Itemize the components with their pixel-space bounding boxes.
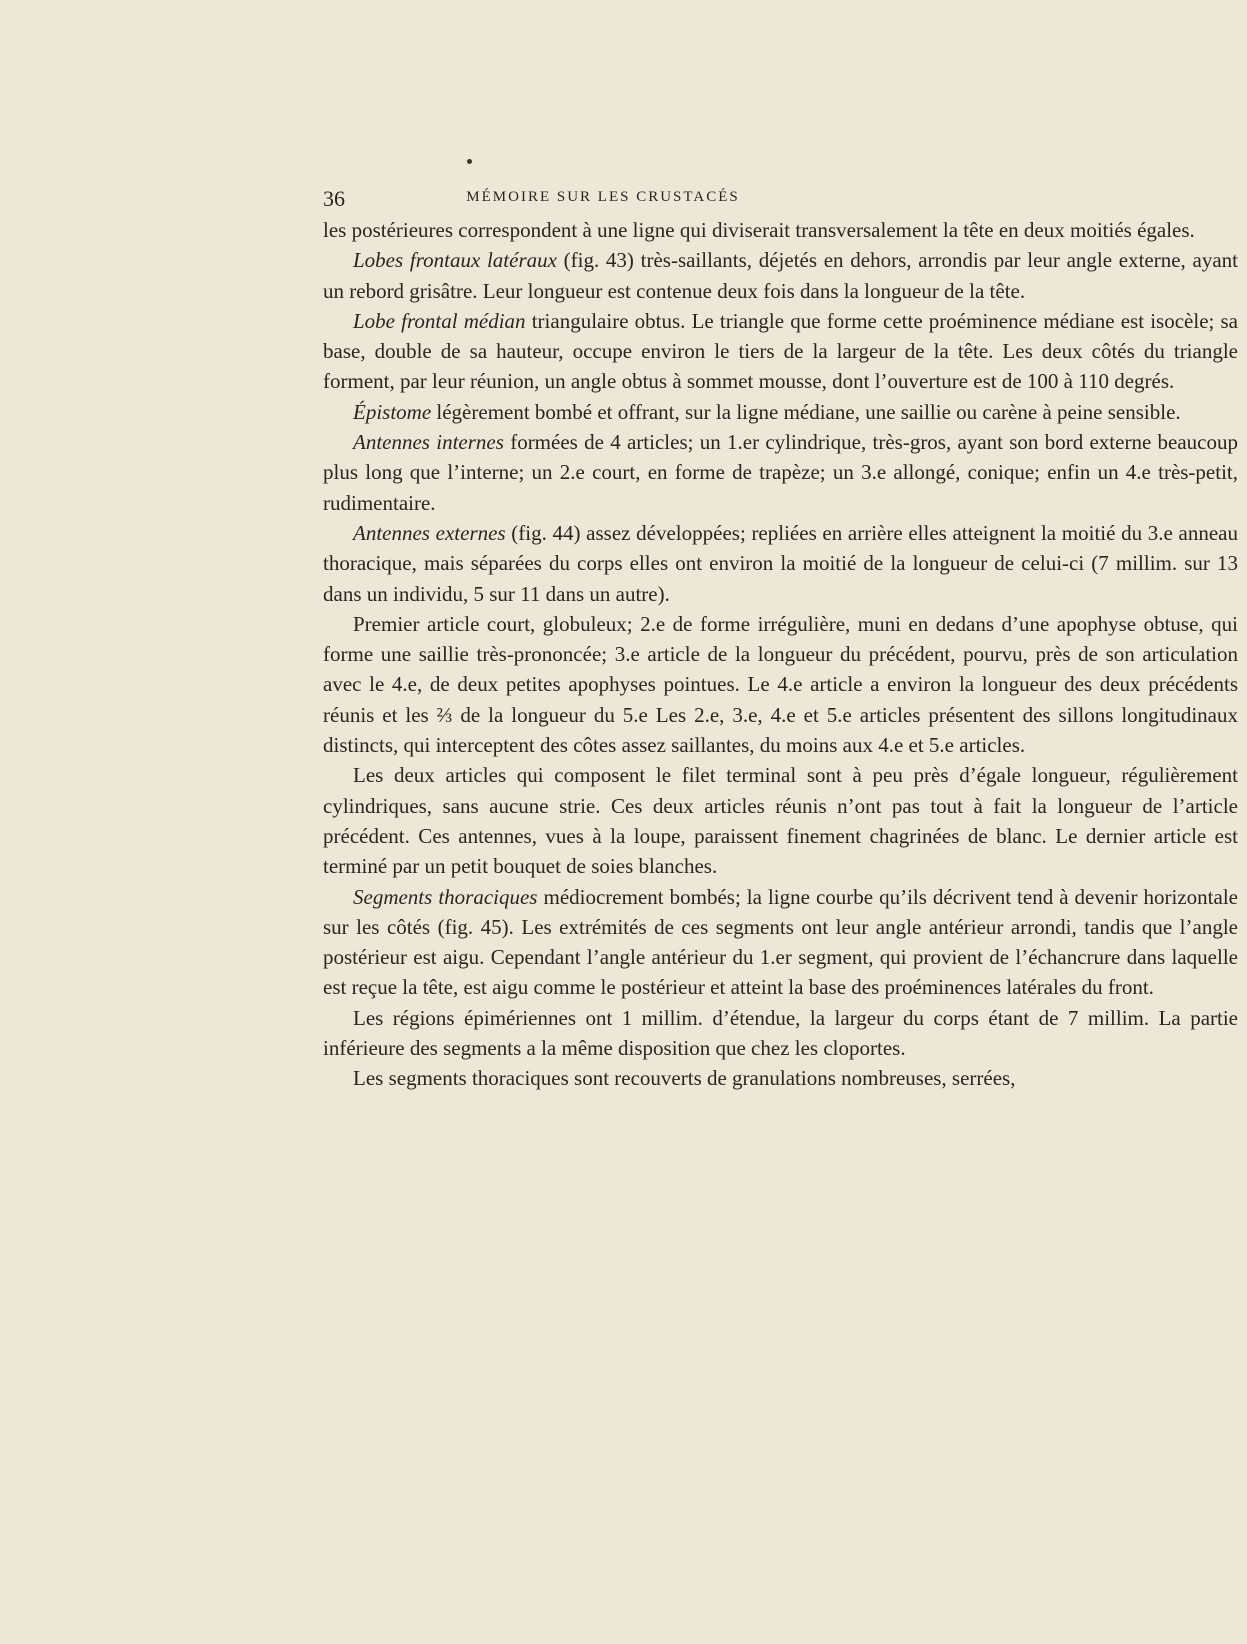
paragraph-text: formées de 4 articles; un 1.er cylindrique, très-gros, ayant son bord externe beaucoup plus long que l’interne; un 2.e court, en forme de trapèze; un 3.e allongé, conique; enfin un 4.e très-petit, rudimentaire. (323, 430, 1238, 515)
running-title: MÉMOIRE SUR LES CRUSTACÉS (466, 189, 740, 205)
paragraph (323, 215, 1238, 245)
paragraph-text: Premier article court, globuleux; 2.e de forme irrégulière, muni en dedans d’une apophyse obtuse, qui forme une saillie très-prononcée; 3.e article de la longueur du précédent, pourvu, près de son articulation avec le 4.e, de deux petites apophyses pointues. Le 4.e article a environ la longueur des deux précédents réunis et les ⅔ de la longueur du 5.e Les 2.e, 3.e, 4.e et 5.e articles présentent des sillons longitudinaux distincts, qui interceptent des côtes assez saillantes, du moins aux 4.e et 5.e articles. (323, 611, 1238, 758)
paragraph-text: triangulaire obtus. Le triangle que forme cette proéminence médiane est isocèle; sa base, double de sa hauteur, occupe environ le tiers de la largeur de la tête. Les deux côtés du triangle forment, par leur réunion, un angle obtus à sommet mousse, dont l’ouverture est de 100 à 110 degrés. (323, 308, 1238, 394)
paragraph (323, 397, 1238, 427)
paragraph-lead: Segments thoraciques (353, 884, 538, 909)
paragraph-text: les postérieures correspondent à une ligne qui diviserait transversalement la tête en deux moitiés égales. (323, 218, 1195, 242)
paragraph-text: Les segments thoraciques sont recouverts de granulations nombreuses, serrées, (353, 1066, 1016, 1091)
paragraph (323, 760, 1238, 881)
paragraph-lead: Antennes internes (353, 430, 504, 455)
paragraph (323, 882, 1238, 1003)
paragraph-text: médiocrement bombés; la ligne courbe qu’ils décrivent tend à devenir horizontale sur les côtés (fig. 45). Les extrémités de ces segments ont leur angle antérieur arrondi, tandis que l’angle postérieur est aigu. Cependant l’angle antérieur du 1.er segment, qui provient de l’échancrure dans laquelle est reçue la tête, est aigu comme le postérieur et atteint la base des proéminences latérales du front. (323, 884, 1238, 1000)
paragraph-text: (fig. 44) assez développées; repliées en arrière elles atteignent la moitié du 3.e anneau thoracique, mais séparées du corps elles ont environ la moitié de la longueur de celui-ci (7 millim. sur 13 dans un individu, 5 sur 11 dans un autre). (323, 520, 1238, 606)
paragraph (323, 609, 1238, 760)
paragraph (323, 245, 1238, 306)
paragraph-lead: Antennes externes (353, 520, 506, 545)
paragraph-text: Les régions épimériennes ont 1 millim. d’étendue, la largeur du corps étant de 7 millim. La partie inférieure des segments a la même disposition que chez les cloportes. (323, 1005, 1238, 1061)
paragraph (323, 1003, 1238, 1064)
page-header (323, 186, 883, 216)
paragraph-text: (fig. 43) très-saillants, déjetés en dehors, arrondis par leur angle externe, ayant un rebord grisâtre. Leur longueur est contenue deux fois dans la longueur de la tête. (323, 248, 1238, 303)
paragraph (323, 518, 1238, 609)
paragraph (323, 1063, 1238, 1093)
page-number: 36 (323, 186, 345, 211)
paragraph (323, 306, 1238, 397)
paragraph (323, 427, 1238, 518)
paragraph-lead: Lobe frontal médian (353, 308, 526, 333)
paragraph-lead: Épistome (353, 399, 432, 424)
paragraph-text: Les deux articles qui composent le filet terminal sont à peu près d’égale longueur, régulièrement cylindriques, sans aucune strie. Ces deux articles réunis n’ont pas tout à fait la longueur de l’article précédent. Ces antennes, vues à la loupe, paraissent finement chagrinées de blanc. Le dernier article est terminé par un petit bouquet de soies blanches. (323, 763, 1238, 879)
body-text (323, 215, 1238, 1615)
paragraph-lead: Lobes frontaux latéraux (353, 248, 557, 273)
paragraph-text: légèrement bombé et offrant, sur la ligne médiane, une saillie ou carène à peine sensible. (431, 399, 1181, 424)
ink-dot (467, 159, 472, 164)
